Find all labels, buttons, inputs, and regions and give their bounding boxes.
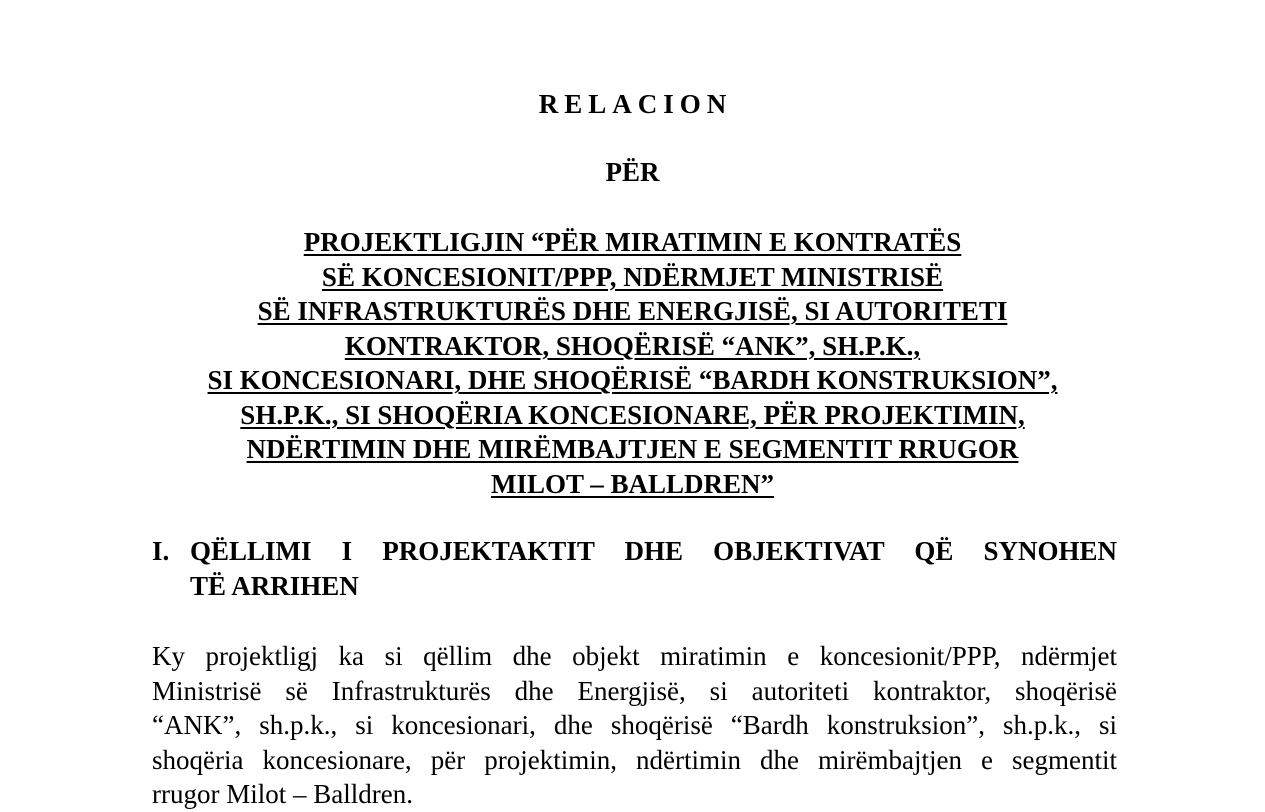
law-title-line: SË KONCESIONIT/PPP, NDËRMJET MINISTRISË	[321, 261, 944, 292]
document-title: RELACION	[538, 89, 733, 119]
paragraph-line: shoqëria koncesionare, për projektimin, ndërtimin dhe mirëmbajtjen e segmentit	[152, 744, 1117, 775]
section-heading-text	[190, 534, 1117, 604]
paragraph-line: “ANK”, sh.p.k., si koncesionari, dhe shoqërisë “Bardh konstruksion”, sh.p.k., si	[152, 710, 1117, 740]
law-title-line: SI KONCESIONARI, DHE SHOQËRISË “BARDH KONSTRUKSION”,	[207, 365, 1058, 395]
body-paragraph	[152, 639, 1117, 812]
law-title-line: SË INFRASTRUKTURËS DHE ENERGJISË, SI AUTORITETI	[257, 296, 1008, 326]
law-title-line: MILOT – BALLDREN”	[490, 468, 775, 499]
section-number: I.	[152, 536, 170, 566]
section-heading-line: TË ARRIHEN	[190, 571, 359, 601]
section-heading	[152, 534, 1117, 604]
paragraph-line: Ministrisë së Infrastrukturës dhe Energjisë, si autoriteti kontraktor, shoqërisë	[152, 675, 1117, 706]
document-subtitle: PËR	[605, 157, 660, 187]
law-title-line: PROJEKTLIGJIN “PËR MIRATIMIN E KONTRATËS	[303, 227, 962, 257]
law-title-line: KONTRAKTOR, SHOQËRISË “ANK”, SH.P.K.,	[344, 330, 921, 361]
paragraph-line: rrugor Milot – Balldren.	[152, 779, 413, 809]
law-title	[0, 225, 1265, 501]
paragraph-line: Ky projektligj ka si qëllim dhe objekt miratimin e koncesionit/PPP, ndërmjet	[152, 641, 1117, 671]
section-heading-line: QËLLIMI I PROJEKTAKTIT DHE OBJEKTIVAT QË SYNOHEN	[190, 536, 1117, 566]
law-title-line: NDËRTIMIN DHE MIRËMBAJTJEN E SEGMENTIT RRUGOR	[246, 434, 1019, 464]
law-title-line: SH.P.K., SI SHOQËRIA KONCESIONARE, PËR PROJEKTIMIN,	[240, 399, 1025, 430]
